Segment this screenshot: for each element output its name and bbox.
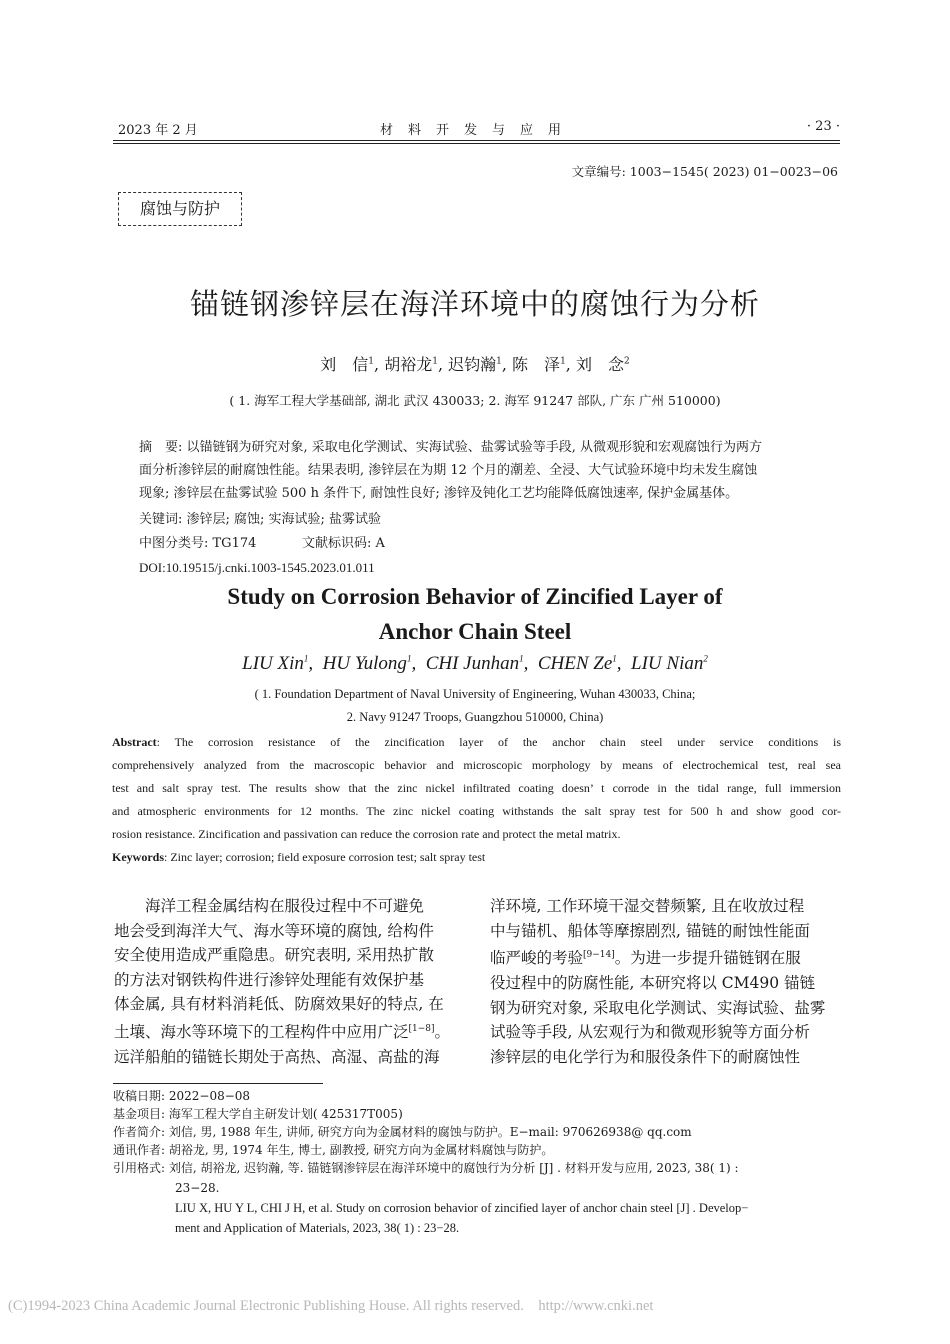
author-sup: 1	[303, 653, 309, 664]
body-line: 远洋船舶的锚链长期处于高热、高湿、高盐的海	[114, 1047, 440, 1066]
abstract-cn-line-1	[139, 436, 762, 459]
title-en-line-2: Anchor Chain Steel	[378, 619, 572, 644]
body-line: 渗锌层的电化学行为和服役条件下的耐腐蚀性	[490, 1047, 801, 1066]
author-sup: 2	[703, 653, 708, 664]
title-cn: 锚链钢渗锌层在海洋环境中的腐蚀行为分析	[189, 287, 760, 321]
author-en: LIU Xin	[242, 653, 304, 674]
header-journal: 材 料 开 发 与 应 用	[380, 123, 563, 138]
abstract-cn-text: 以锚链钢为研究对象, 采取电化学测试、实海试验、盐雾试验等手段, 从微观形貌和宏观腐蚀行为两方	[186, 440, 763, 455]
footnote-fund: 基金项目: 海军工程大学自主研发计划( 425317T005)	[113, 1107, 403, 1121]
author-sup: 2	[623, 356, 630, 367]
body-text: 。为进一步提升锚链钢在服	[614, 949, 801, 968]
abstract-en-text: : The corrosion resistance of the zincification layer of the anchor chain steel under service conditions is	[156, 735, 841, 749]
abstract-cn-label: 摘 要:	[139, 440, 183, 455]
body-right-column	[490, 894, 840, 1069]
footnote-citation: 引用格式: 刘信, 胡裕龙, 迟钧瀚, 等. 锚链钢渗锌层在海洋环境中的腐蚀行为分析 [J] . 材料开发与应用, 2023, 38( 1) :	[113, 1161, 739, 1175]
authors-en: LIU Xin$^1$, HU Yulong$^1$, CHI Junhan$^1$, CHEN Ze$^1$, LIU Nian$^2$	[242, 653, 708, 674]
affiliations-en-line-2: 2. Navy 91247 Troops, Guangzhou 510000, China)	[346, 710, 604, 724]
author-sup: 1	[560, 356, 566, 367]
body-line	[490, 943, 840, 971]
doi: DOI:10.19515/j.cnki.1003-1545.2023.01.011	[139, 560, 375, 575]
author-sup: 1	[496, 356, 502, 367]
abstract-cn-line-3: 现象; 渗锌层在盐雾试验 500 h 条件下, 耐蚀性良好; 渗锌及钝化工艺均能降低腐蚀速率, 保护金属基体。	[139, 486, 739, 501]
body-text: 。	[434, 1023, 451, 1042]
clc-number: 中图分类号: TG174	[139, 536, 257, 551]
author-cn: 刘 信	[320, 355, 369, 374]
author-en: HU Yulong	[322, 653, 407, 674]
abstract-en-line-1	[112, 731, 841, 754]
abstract-en-line-5: rosion resistance. Zincification and passivation can reduce the corrosion rate and protect the metal matrix.	[112, 827, 621, 841]
section-label: 腐蚀与防护	[118, 192, 242, 226]
copyright-watermark: (C)1994-2023 China Academic Journal Electronic Publishing House. All rights reserved. http://www.cnki.net	[8, 1298, 654, 1314]
author-cn: 刘 念	[575, 355, 624, 374]
body-line: 地会受到海洋大气、海水等环境的腐蚀, 给构件	[114, 921, 434, 940]
body-left-column	[114, 894, 464, 1069]
footnote-citation-cont: 23−28.	[175, 1181, 220, 1195]
header-rule-thick	[113, 140, 840, 141]
keywords-en-text: : Zinc layer; corrosion; field exposure corrosion test; salt spray test	[164, 850, 486, 864]
document-code: 文献标识码: A	[302, 536, 385, 551]
author-sup: 1	[519, 653, 524, 664]
author-en: LIU Nian	[631, 653, 704, 674]
body-line: 役过程中的防腐性能, 本研究将以 CM490 锚链	[490, 973, 816, 992]
author-en: CHEN Ze	[537, 653, 613, 674]
citation: [9−14]	[583, 950, 615, 961]
abstract-en-line-4: and atmospheric environments for 12 months. The zinc nickel coating withstands the salt spray test for 500 h and show good cor-	[112, 804, 841, 818]
abstract-cn-line-2: 面分析渗锌层的耐腐蚀性能。结果表明, 渗锌层在为期 12 个月的潮差、全浸、大气试验环境中均未发生腐蚀	[139, 463, 758, 478]
keywords-en-label: Keywords	[112, 850, 164, 864]
affiliations-cn: ( 1. 海军工程大学基础部, 湖北 武汉 430033; 2. 海军 91247 部队, 广东 广州 510000)	[229, 393, 721, 408]
footnote-citation-en-1: LIU X, HU Y L, CHI J H, et al. Study on corrosion behavior of zincified layer of anchor chain steel [J] . Develop−	[175, 1201, 749, 1215]
footnote-rule	[113, 1083, 323, 1084]
body-line: 试验等手段, 从宏观行为和微观形貌等方面分析	[490, 1023, 810, 1042]
keywords-cn: 关键词: 渗锌层; 腐蚀; 实海试验; 盐雾试验	[139, 512, 382, 527]
body-text: 土壤、海水等环境下的工程构件中应用广泛	[114, 1023, 409, 1042]
footnote-received: 收稿日期: 2022−08−08	[113, 1089, 251, 1103]
author-sup: 1	[368, 356, 375, 367]
abstract-en-label: Abstract	[112, 735, 157, 749]
author-cn: 陈 泽	[512, 355, 561, 374]
header-rule-thin	[113, 143, 840, 144]
footnote-author: 作者简介: 刘信, 男, 1988 年生, 讲师, 研究方向为金属材料的腐蚀与防护。E−mail: 970626938@ qq.com	[113, 1125, 692, 1139]
title-en-line-1: Study on Corrosion Behavior of Zincified Layer of	[227, 584, 723, 609]
article-number: 文章编号: 1003−1545( 2023) 01−0023−06	[571, 164, 838, 179]
header-page-number: · 23 ·	[806, 119, 840, 134]
author-sup: 1	[612, 653, 617, 664]
body-line: 洋环境, 工作环境干湿交替频繁, 且在收放过程	[490, 897, 805, 915]
citation: [1−8]	[408, 1023, 435, 1034]
footnote-citation-en-2: ment and Application of Materials, 2023, 38( 1) : 23−28.	[175, 1221, 460, 1235]
header-date: 2023 年 2 月	[118, 123, 198, 138]
body-text: 临严峻的考验	[490, 949, 584, 968]
author-sup: 1	[406, 653, 412, 664]
keywords-en	[112, 846, 485, 869]
authors-cn: 刘 信$^1$, 胡裕龙$^1$, 迟钧瀚$^1$, 陈 泽$^1$, 刘 念$^2$	[320, 355, 630, 374]
author-cn: 迟钧瀚	[448, 355, 497, 374]
body-line: 钢为研究对象, 采取电化学测试、实海试验、盐雾	[490, 998, 826, 1017]
body-line: 的方法对钢铁构件进行渗锌处理能有效保护基	[114, 970, 425, 989]
body-line: 海洋工程金属结构在服役过程中不可避免	[114, 897, 425, 915]
body-line: 安全使用造成严重隐患。研究表明, 采用热扩散	[114, 946, 434, 965]
affiliations-en-line-1: ( 1. Foundation Department of Naval University of Engineering, Wuhan 430033, China;	[254, 687, 696, 701]
body-line: 体金属, 具有材料消耗低、防腐效果好的特点, 在	[114, 995, 444, 1014]
body-line: 中与锚机、船体等摩擦剧烈, 锚链的耐蚀性能面	[490, 921, 810, 940]
footnote-corresponding: 通讯作者: 胡裕龙, 男, 1974 年生, 博士, 副教授, 研究方向为金属材料腐蚀与防护。	[113, 1143, 554, 1157]
body-line	[114, 1017, 464, 1045]
abstract-en-line-3: test and salt spray test. The results show that the zinc nickel infiltrated coating doesn’ t corrode in the tidal range, full immersion	[112, 781, 841, 795]
author-sup: 1	[432, 356, 438, 367]
author-en: CHI Junhan	[425, 653, 520, 674]
abstract-en-line-2: comprehensively analyzed from the macroscopic behavior and microscopic morphology by means of electrochemical test, real sea	[112, 758, 841, 772]
author-cn: 胡裕龙	[384, 355, 433, 374]
